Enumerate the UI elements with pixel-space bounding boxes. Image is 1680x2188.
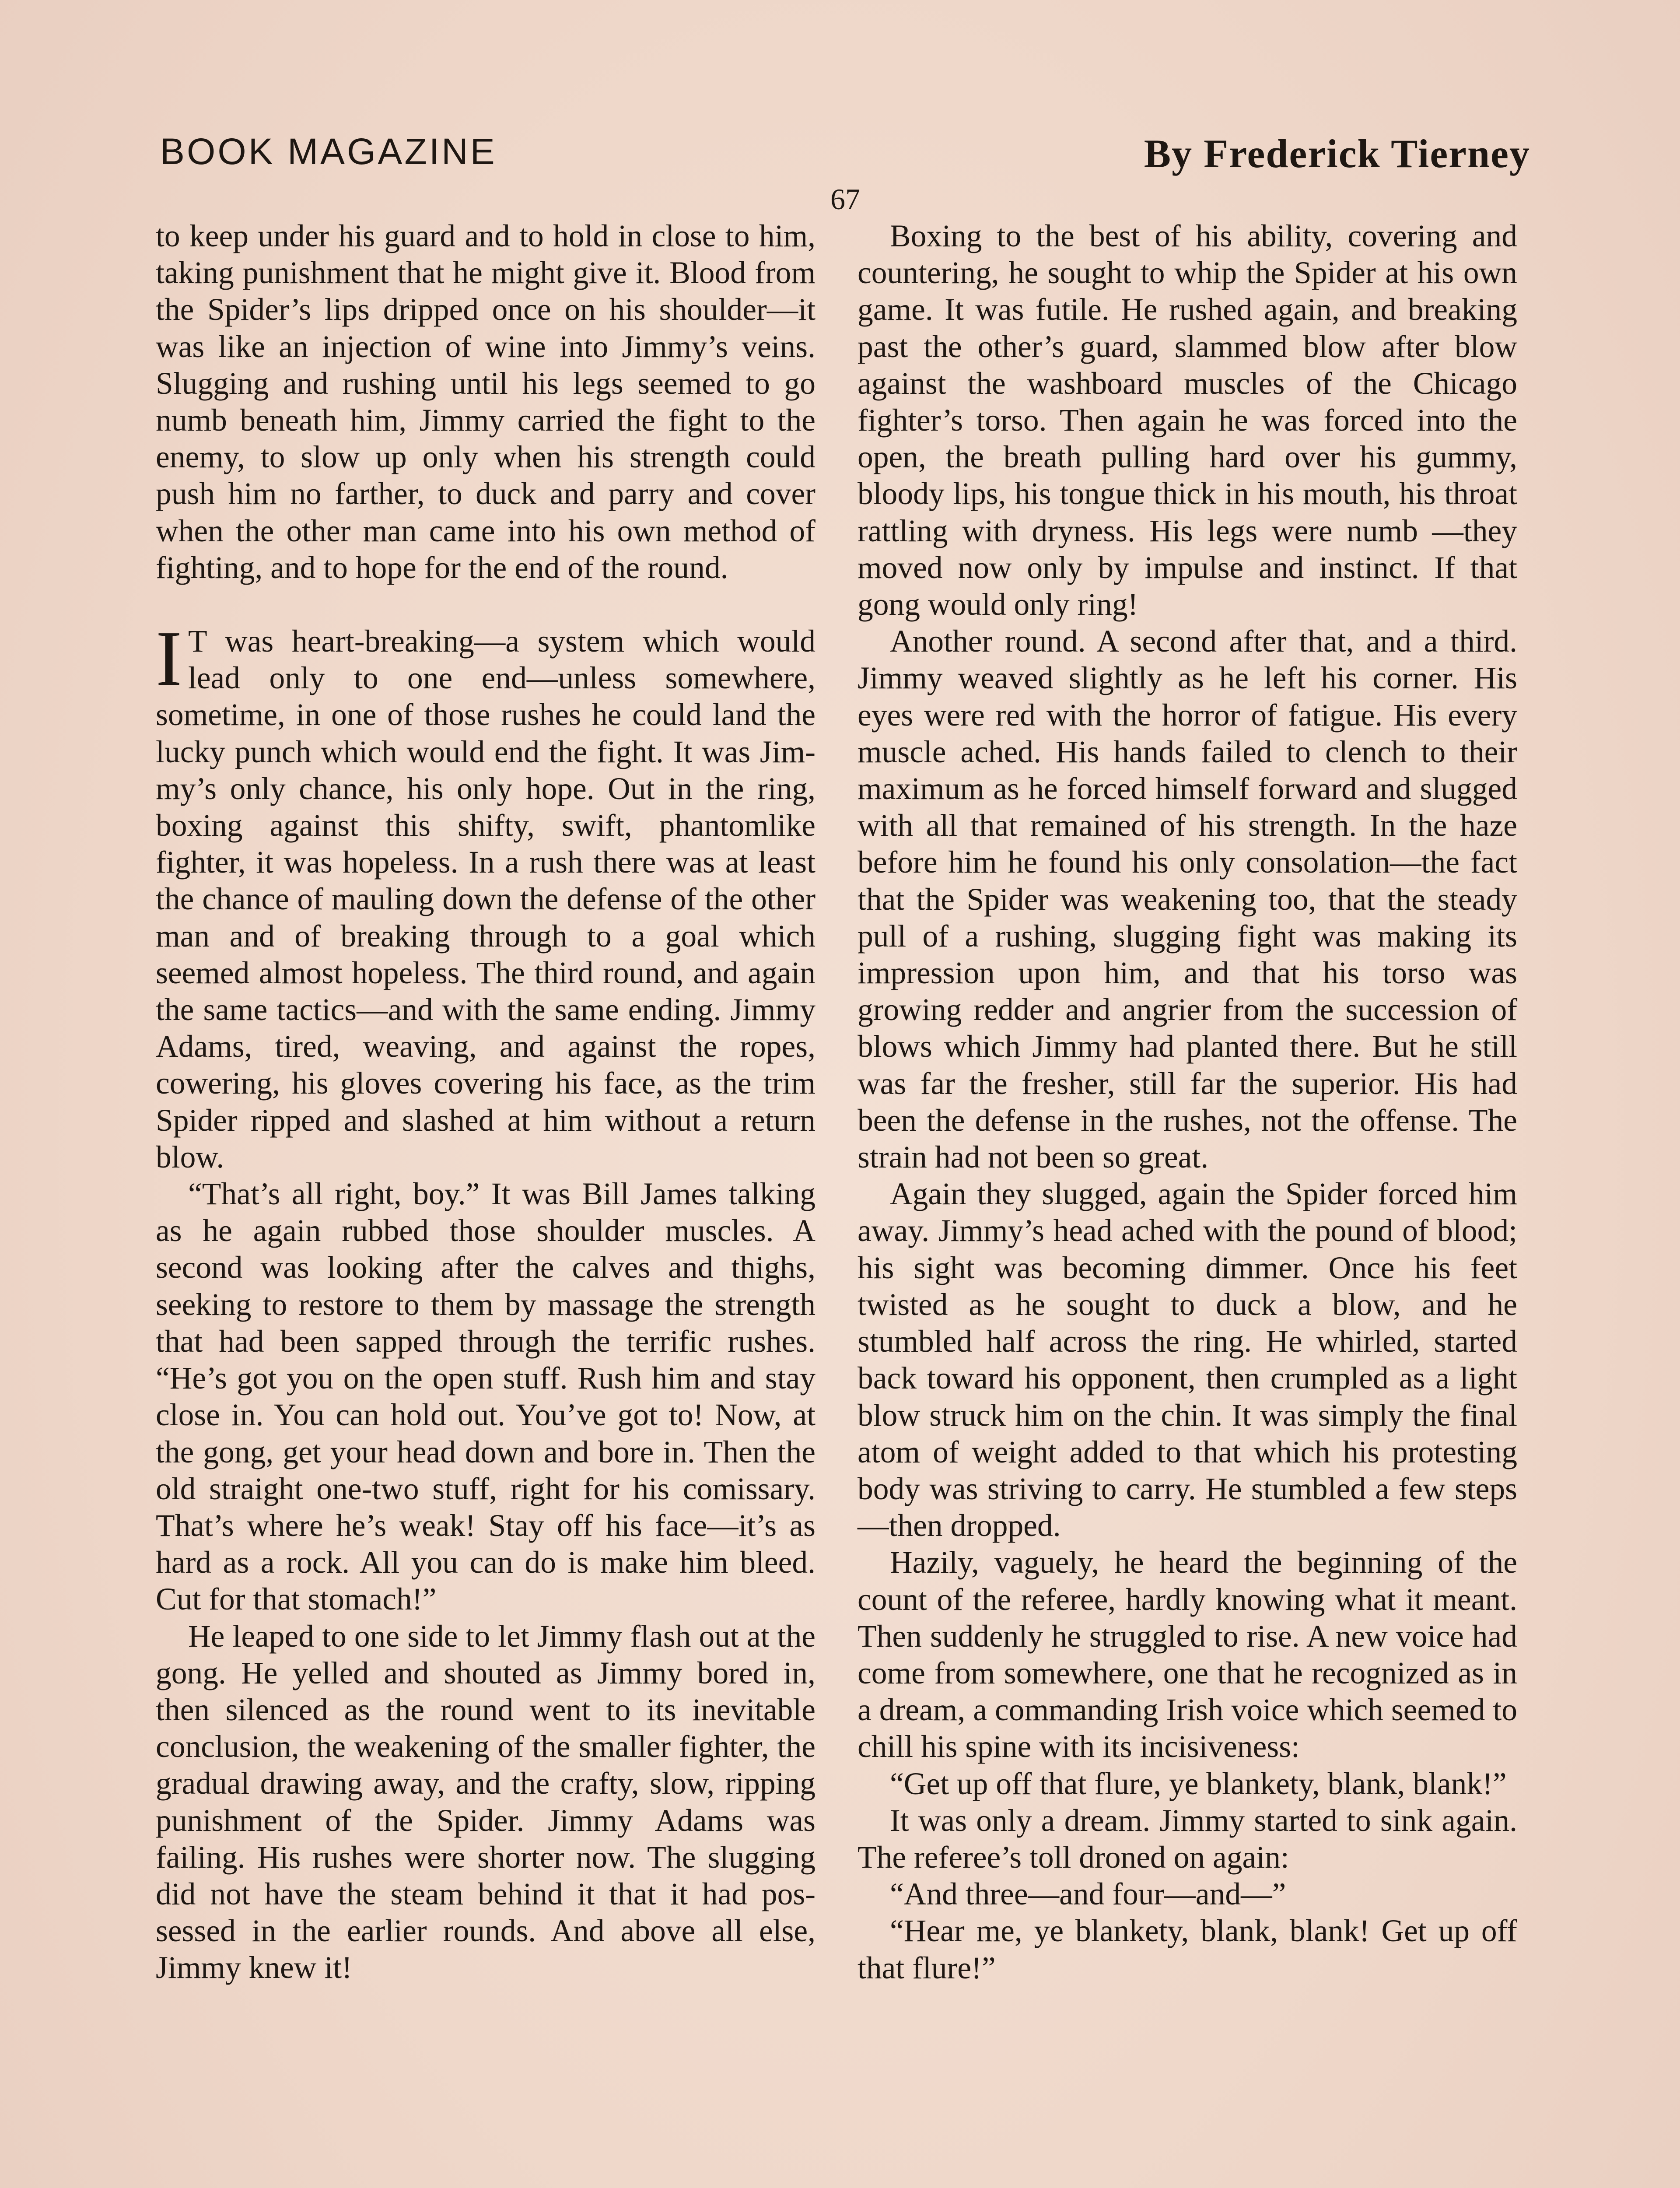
paragraph: “Get up off that flure, ye blankety, blank, blank!” [890,1766,1507,1801]
paragraph: Another round. A second after that, and a third. Jimmy weaved slightly as he left his corner. His eyes were red with the horror of fatigue. His every muscle ached. His hands failed to clench to their maximum as he forced himself forward and slugged with all that remained of his strength. In the haze before him he found his only consolation—the fact that the Spider was weakening too, that the steady pull of a rushing, slugging fight was making its impression upon him, and that his torso was growing redder and angrier from the succession of blows which Jimmy had planted there. But he still was far the fresher, still far the superior. His had been the defense in the rushes, not the offense. The strain had not been so great. [858,624,1517,1175]
paragraph: It was only a dream. Jimmy started to sink again. The referee’s toll droned on again: [858,1803,1517,1875]
paragraph: to keep under his guard and to hold in close to him, taking punishment that he might give it. Blood from the Spider’s lips dripped once on his shoulder—it was like an injection of wine into Jimmy’s veins. Slugging and rushing until his legs seemed to go numb beneath him, Jimmy carried the fight to the enemy, to slow up only when his strength could push him no farther, to duck and parry and cover when the other man came into his own method of fighting, and to hope for the end of the round. [156,219,816,585]
paragraph-dropcap [156,615,816,1176]
left-column [156,218,816,1987]
magazine-title: BOOK MAGAZINE [160,131,497,172]
author-byline: By Frederick Tierney [1144,131,1530,176]
page-number: 67 [830,182,860,216]
paragraph-text: T was heart-breaking—a system which would lead only to one end—unless somewhere, sometime, in one of those rushes he could land the lucky punch which would end the fight. It was Jimmy’s only chance, his only hope. Out in the ring, boxing against this shifty, swift, phantomlike fighter, it was hopeless. In a rush there was at least the chance of mauling down the defense of the other man and of breaking through to a goal which seemed almost hopeless. The third round, and again the same tactics—and with the same ending. Jimmy Adams, tired, weaving, and against the ropes, cowering, his gloves covering his face, as the trim Spider ripped and slashed at him without a return blow. [156,624,816,1175]
paragraph: “Hear me, ye blankety, blank, blank! Get up off that flure!” [858,1914,1517,1985]
paragraph: “That’s all right, boy.” It was Bill James talking as he again rubbed those shoulder muscles. A second was looking after the calves and thighs, seeking to restore to them by massage the strength that had been sapped through the terrific rushes. “He’s got you on the open stuff. Rush him and stay close in. You can hold out. You’ve got to! Now, at the gong, get your head down and bore in. Then the old straight one-two stuff, right for his comissary. That’s where he’s weak! Stay off his face—it’s as hard as a rock. All you can do is make him bleed. Cut for that stomach!” [156,1177,816,1617]
paragraph: Again they slugged, again the Spider forced him away. Jimmy’s head ached with the pound of blood; his sight was becoming dimmer. Once his feet twisted as he sought to duck a blow, and he stumbled half across the ring. He whirled, started back toward his opponent, then crumpled as a light blow struck him on the chin. It was simply the final atom of weight added to that which his protesting body was striving to carry. He stumbled a few steps—then dropped. [858,1177,1517,1543]
drop-cap: I [156,615,182,702]
paragraph: Hazily, vaguely, he heard the beginning of the count of the referee, hardly knowing what it meant. Then suddenly he struggled to rise. A new voice had come from somewhere, one that he recognized as in a dream, a commanding Irish voice which seemed to chill his spine with its incisiveness: [858,1545,1517,1764]
right-column [858,218,1517,1987]
paragraph: “And three—and four—and—” [890,1877,1286,1912]
paragraph: Boxing to the best of his ability, covering and countering, he sought to whip the Spider at his own game. It was futile. He rushed again, and breaking past the other’s guard, slammed blow after blow against the washboard muscles of the Chicago fighter’s torso. Then again he was forced into the open, the breath pulling hard over his gummy, bloody lips, his tongue thick in his mouth, his throat rattling with dryness. His legs were numb —they moved now only by impulse and instinct. If that gong would only ring! [858,219,1517,622]
paragraph: He leaped to one side to let Jimmy flash out at the gong. He yelled and shouted as Jimmy bored in, then silenced as the round went to its inevitable conclusion, the weakening of the smaller fighter, the gradual drawing away, and the crafty, slow, ripping punishment of the Spider. Jimmy Adams was failing. His rushes were shorter now. The slugging did not have the steam behind it that it had possessed in the earlier rounds. And above all else, Jimmy knew it! [156,1619,816,1985]
